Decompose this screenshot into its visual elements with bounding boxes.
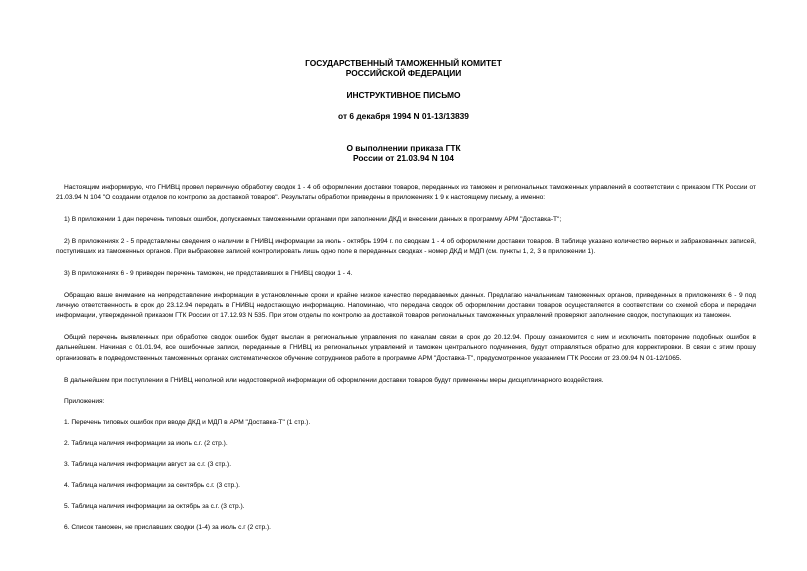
attachment-item: 5. Таблица наличия информации за октябрь за с.г. (3 стр.).: [64, 502, 245, 510]
document-type: ИНСТРУКТИВНОЕ ПИСЬМО: [346, 90, 461, 100]
paragraph-item-1: 1) В приложении 1 дан перечень типовых ошибок, допускаемых таможенными органами при заполнении ДКД и внесении данных в программу АРМ "Доставка-Т";: [64, 216, 562, 224]
paragraph-errors: Общий перечень выявленных при обработке сводок ошибок будет выслан в региональные управления по каналам связи в срок до 20.12.94. Прошу ознакомится с ним и исключить повторение подобных ошибок в дальнейшем. Начиная с 01.01.94, все ошибочные записи, переданные в ГНИВЦ из региональных управлений и таможен центрального подчинения, будут отправляться обратно для корректировки. В связи с этим прошу организовать в подведомственных таможенных органах систематическое обучение сотрудников работе в программе АРМ "Доставка-Т", предусмотренное указанием ГТК России от 23.09.94 N 01-12/1065.: [56, 334, 756, 362]
attachment-item: 3. Таблица наличия информации август за с.г. (3 стр.).: [64, 461, 232, 469]
paragraph-intro: Настоящим информирую, что ГНИВЦ провел первичную обработку сводок 1 - 4 об оформлении доставки товаров, переданных из таможен и региональных таможенных управлений в соответствии с приказом ГТК России от 21.03.94 N 104 "О создании отделов по контролю за доставкой товаров". Результаты обработки приведены в приложениях 1 9 к настоящему письму, а именно:: [56, 184, 756, 202]
paragraph-item-2: 2) В приложениях 2 - 5 представлены сведения о наличии в ГНИВЦ информации за июль - октябрь 1994 г. по сводкам 1 - 4 об оформлении доставки товаров. В таблице указано количество верных и забракованных записей, поступивших из таможенных органов. При выбраковке записей контролировать лишь одно поле в переданных сводках - номер ДКД и МДП (см. пункты 1, 2, 3 в приложении 1).: [56, 237, 756, 256]
document-body: [56, 183, 756, 544]
attachment-item: 6. Список таможен, не приславших сводки (1-4) за июль с.г (2 стр.).: [64, 523, 271, 531]
attachments-heading: Приложения:: [64, 398, 105, 406]
document-subject-line2: России от 21.03.94 N 104: [353, 153, 454, 163]
attachment-item: 4. Таблица наличия информации за сентябрь с.г. (3 стр.).: [64, 481, 240, 489]
organization-name-line1: ГОСУДАРСТВЕННЫЙ ТАМОЖЕННЫЙ КОМИТЕТ: [305, 58, 502, 68]
attachment-item: 2. Таблица наличия информации за июль с.г. (2 стр.).: [64, 440, 228, 448]
organization-name-line2: РОССИЙСКОЙ ФЕДЕРАЦИИ: [345, 68, 462, 78]
paragraph-disciplinary: В дальнейшем при поступлении в ГНИВЦ неполной или недостоверной информации об оформлении доставки товаров будут применены меры дисциплинарного воздействия.: [64, 376, 604, 384]
paragraph-attention: Обращаю ваше внимание на непредставление информации в установленные сроки и крайне низкое качество передаваемых данных. Предлагаю начальникам таможенных органов, приведенных в приложениях 6 - 9 под личную ответственность в срок до 23.12.94 передать в ГНИВЦ недостающую информацию. Напоминаю, что передача сводок об оформлении доставки товаров осуществляется в соответствии со схемой сбора и передачи информации, утвержденной приказом ГТК России от 17.12.93 N 535. При этом отделы по контролю за доставкой товаров региональных таможенных управлений проверяют заполнение сводок, поступающих из таможен.: [56, 291, 756, 320]
document-subject-line1: О выполнении приказа ГТК: [346, 143, 461, 153]
document-date-number: от 6 декабря 1994 N 01-13/13839: [338, 111, 469, 121]
paragraph-item-3: 3) В приложениях 6 - 9 приведен перечень таможен, не представивших в ГНИВЦ сводки 1 - 4.: [64, 269, 353, 277]
attachment-item: 1. Перечень типовых ошибок при вводе ДКД и МДП в АРМ "Доставка-Т" (1 стр.).: [64, 419, 311, 427]
